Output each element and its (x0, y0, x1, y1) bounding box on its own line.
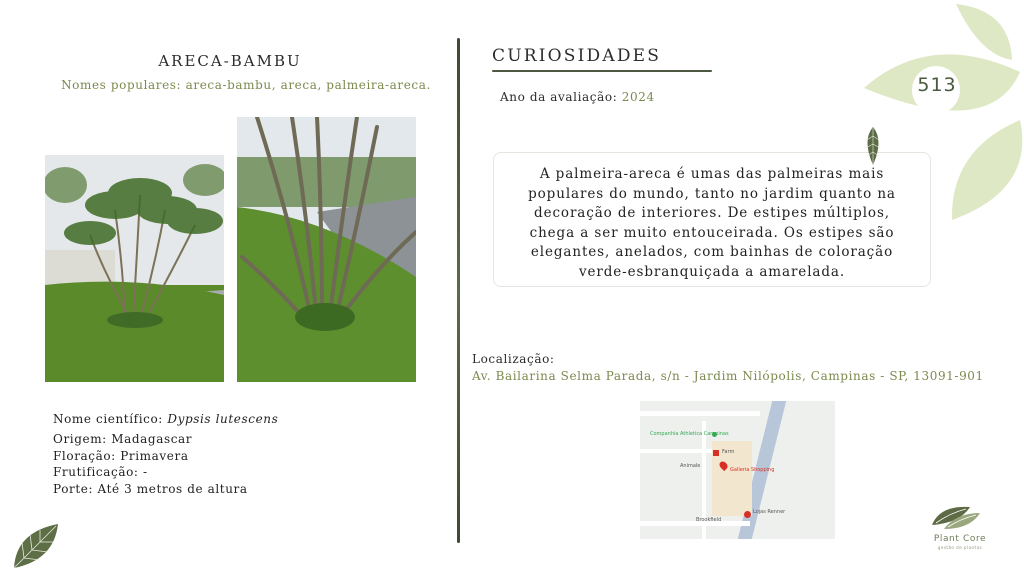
evaluation-year-label: Ano da avaliação: (500, 90, 622, 104)
evaluation-year (500, 90, 655, 104)
scientific-name (53, 412, 278, 426)
evaluation-year-value: 2024 (621, 90, 655, 104)
map-store-icon (744, 511, 751, 518)
plant-size: Porte: Até 3 metros de altura (53, 482, 248, 496)
logo-name: Plant Core (933, 534, 987, 544)
palm-garden-photo (45, 155, 224, 382)
curiosities-title: CURIOSIDADES (492, 46, 662, 66)
map-label: Companhia Athletica Campinas (650, 431, 729, 437)
palm-stems-photo (237, 117, 416, 382)
leaves-decoration-icon (860, 0, 1024, 229)
map-label: Brookfield (696, 517, 722, 523)
leaf-decoration-icon (10, 520, 62, 576)
location-label: Localização: (472, 352, 555, 366)
plant-core-logo-icon (930, 503, 982, 537)
map-road (640, 449, 720, 453)
curiosities-text: A palmeira-areca é umas das palmeiras mais populares do mundo, tanto no jardim quanto na decoração de interiores. De estipes múltiplos, chega a ser muito entouceirada. Os estipes são elegantes, anelados, com bainhas de coloração verde-esbranquiçada a amarelada. (493, 152, 931, 287)
location-address: Av. Bailarina Selma Parada, s/n - Jardim Nilópolis, Campinas - SP, 13091-901 (472, 369, 984, 383)
plant-number-badge: 513 (917, 74, 957, 96)
map-label: Animale (680, 463, 701, 469)
map-label-main: Galleria Shopping (730, 467, 775, 473)
fruiting: Frutificação: - (53, 465, 148, 479)
map-label: Lojas Renner (753, 509, 786, 515)
popular-names: Nomes populares: areca-bambu, areca, palmeira-areca. (61, 78, 431, 92)
title-underline (492, 70, 712, 72)
map-road (640, 411, 760, 416)
origin: Origem: Madagascar (53, 432, 193, 446)
location-map[interactable] (640, 401, 835, 539)
map-store-icon (713, 450, 719, 456)
logo-tagline: gestão de plantas (937, 545, 983, 550)
flowering: Floração: Primavera (53, 449, 189, 463)
map-road (640, 521, 750, 526)
column-divider (457, 38, 460, 543)
small-leaf-icon (862, 126, 884, 170)
scientific-value: Dypsis lutescens (167, 412, 279, 426)
plant-title: ARECA-BAMBU (158, 52, 302, 70)
scientific-label: Nome científico: (53, 412, 168, 426)
map-label: Farm (722, 449, 735, 455)
